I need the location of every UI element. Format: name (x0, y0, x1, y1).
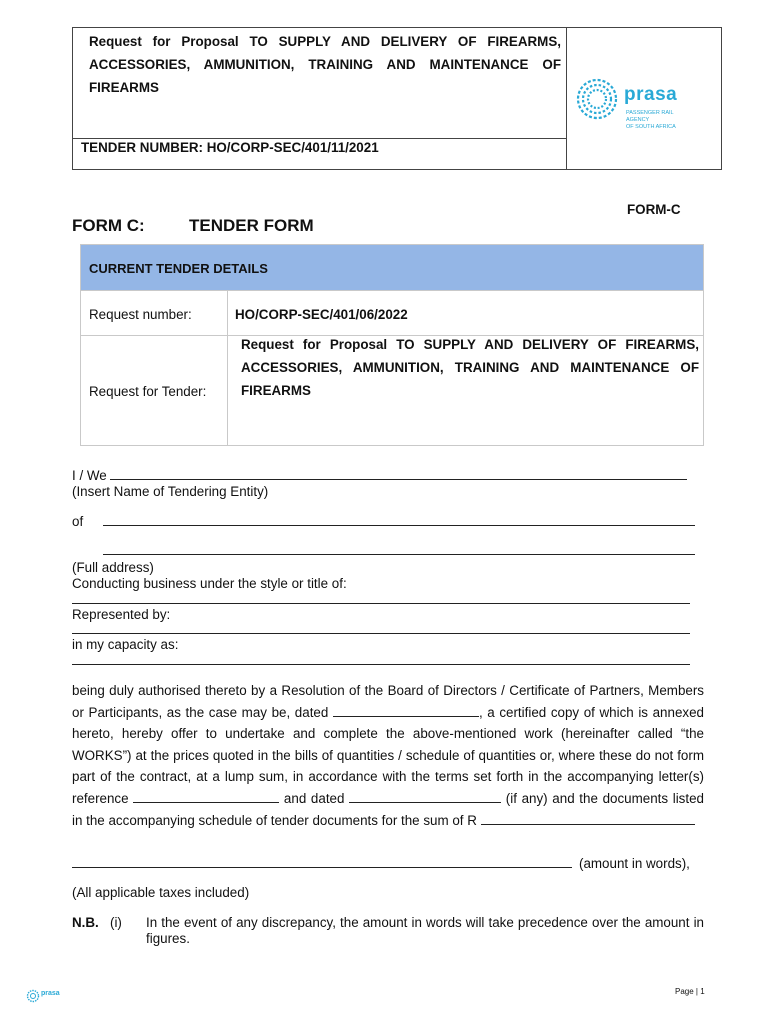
i-we-label: I / We (72, 468, 107, 483)
address-line-2[interactable] (103, 543, 695, 558)
request-for-tender-value: Request for Proposal TO SUPPLY AND DELIVERY OF FIREARMS, ACCESSORIES, AMMUNITION, TRAINING AND MAINTENANCE OF FIREARMS (241, 337, 699, 398)
header-title: Request for Proposal TO SUPPLY AND DELIVERY OF FIREARMS, ACCESSORIES, AMMUNITION, TRAINING AND MAINTENANCE OF FIREARMS (89, 34, 561, 95)
footer-logo (26, 988, 66, 1008)
footer-prasa-swirl-icon (26, 989, 40, 1003)
form-heading-prefix: FORM C: (72, 216, 145, 235)
amount-words-blank[interactable] (72, 858, 572, 868)
conducting-line[interactable] (72, 592, 690, 607)
address-line-1[interactable] (103, 514, 695, 529)
offer-text-4: (if any) and the documents listed in the accompanying schedule of tender documents for the sum of R (72, 790, 704, 828)
logo-wordmark: prasa (624, 84, 678, 105)
insert-name-note: (Insert Name of Tendering Entity) (72, 484, 269, 499)
reference-date-blank[interactable] (349, 793, 501, 803)
form-heading (72, 216, 314, 236)
i-we-blank[interactable] (110, 470, 687, 480)
offer-text-2: , a certified copy of which is annexed hereto, hereby offer to undertake and complete the above-mentioned work (hereinafter called “the WORKS”) at the prices quoted in the bills of quantities / schedule of quantities or, where these do not form part of the contract, at a lump sum, in accordance with the terms set forth in the accompanying letter(s) reference (72, 704, 704, 806)
i-we-field[interactable] (72, 468, 687, 483)
amount-words-label: (amount in words), (579, 856, 690, 871)
tender-details-heading: CURRENT TENDER DETAILS (89, 261, 268, 276)
amount-words-line[interactable] (72, 856, 572, 871)
header-divider (73, 138, 567, 139)
nb-label (72, 915, 99, 930)
address-blank-2[interactable] (103, 545, 695, 555)
logo-subtitle-line2: OF SOUTH AFRICA (626, 124, 676, 130)
capacity-line[interactable] (72, 653, 690, 668)
page-number: Page | 1 (675, 987, 705, 996)
represented-label: Represented by: (72, 607, 171, 622)
of-label: of (72, 514, 84, 529)
nb-index: (i) (110, 915, 122, 930)
prasa-swirl-logo-icon (574, 76, 620, 122)
logo-subtitle (626, 110, 694, 131)
capacity-label: in my capacity as: (72, 637, 179, 652)
taxes-note: (All applicable taxes included) (72, 885, 250, 900)
dated-blank[interactable] (333, 707, 479, 717)
tender-details-heading-row (81, 245, 703, 291)
offer-text-3: and dated (283, 790, 345, 806)
logo-subtitle-line1: PASSENGER RAIL AGENCY (626, 110, 674, 123)
offer-paragraph (72, 680, 704, 831)
offer-text-1: being duly authorised thereto by a Resolution of the Board of Directors / Certificate of Partners, Members or Participants, as the case may be, dated (72, 683, 704, 720)
form-heading-title: TENDER FORM (189, 216, 314, 235)
request-number-label: Request number: (89, 307, 192, 322)
full-address-note: (Full address) (72, 560, 154, 575)
header-left-cell (73, 28, 567, 169)
capacity-blank[interactable] (72, 655, 690, 665)
tender-details-table (80, 244, 704, 446)
represented-line[interactable] (72, 622, 690, 637)
amount-figures-blank[interactable] (481, 815, 695, 825)
footer-logo-word: prasa (41, 990, 60, 997)
prasa-logo (574, 74, 694, 134)
tender-number: TENDER NUMBER: HO/CORP-SEC/401/11/2021 (81, 140, 379, 155)
address-blank-1[interactable] (103, 516, 695, 526)
conducting-label: Conducting business under the style or title of: (72, 576, 347, 591)
form-label: FORM-C (627, 202, 681, 217)
column-divider (227, 291, 228, 445)
conducting-blank[interactable] (72, 594, 690, 604)
request-number-value: HO/CORP-SEC/401/06/2022 (235, 307, 408, 322)
nb-label-text: N.B. (72, 915, 99, 930)
nb-text: In the event of any discrepancy, the amount in words will take precedence over the amount in figures. (146, 915, 704, 946)
reference-blank[interactable] (133, 793, 279, 803)
request-for-tender-label: Request for Tender: (89, 384, 207, 399)
represented-blank[interactable] (72, 624, 690, 634)
